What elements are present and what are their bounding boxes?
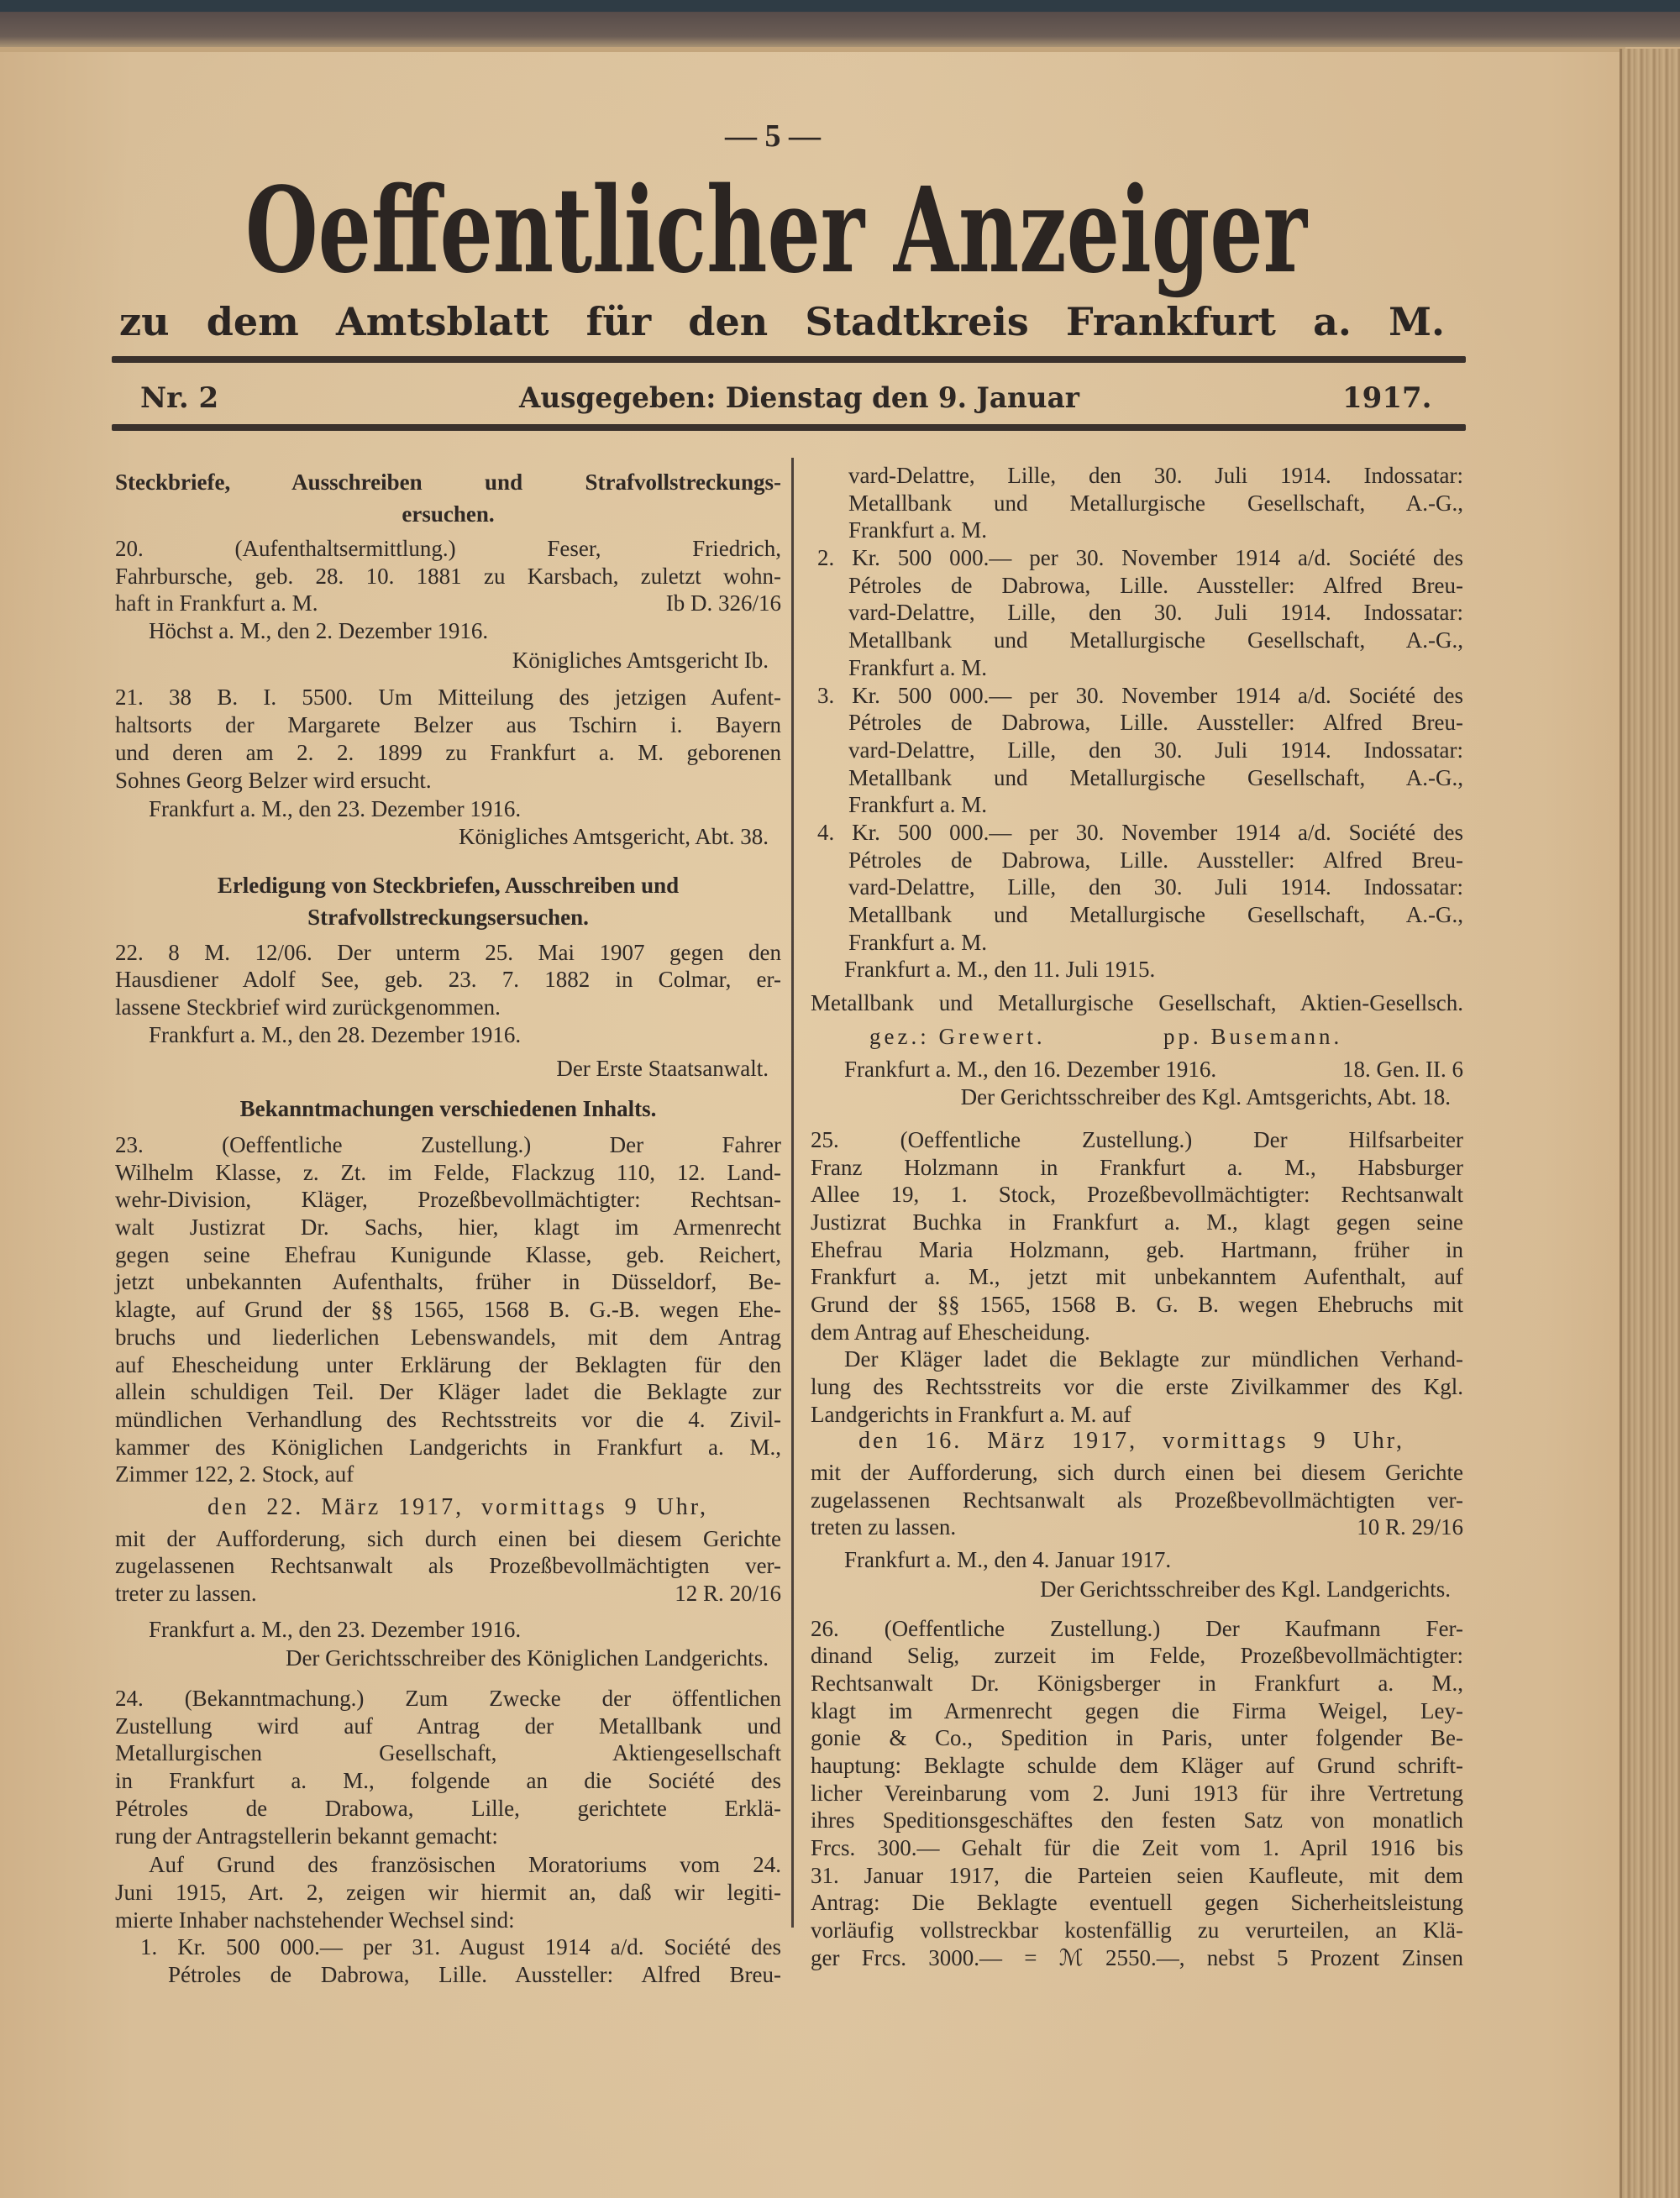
signature-block [811, 1576, 1463, 1603]
signature-block [115, 1645, 781, 1672]
text-line: Zustellung wird auf Antrag der Metallbank und [115, 1713, 781, 1739]
text-line: vard-Delattre, Lille, den 30. Juli 1914. Indossatar: [848, 463, 1463, 488]
text-line: Franz Holzmann in Frankfurt a. M., Habsburger [811, 1154, 1463, 1180]
text-line: Der Erste Staatsanwalt. [556, 1056, 769, 1082]
text-line [811, 1056, 1463, 1083]
masthead-rule-top [112, 356, 1466, 363]
text-line: jetzt unbekannten Aufenthalts, früher in Düsseldorf, Be- [115, 1269, 781, 1295]
section-heading-line: Steckbriefe, Ausschreiben und Strafvollstreckungs- [115, 470, 781, 495]
text-line: Frankfurt a. M., den 23. Dezember 1916. [149, 1616, 522, 1642]
text-line: Höchst a. M., den 2. Dezember 1916. [149, 618, 489, 644]
dateline-block [811, 1546, 1463, 1574]
signature-block [115, 1055, 781, 1083]
text-line: Sohnes Georg Belzer wird ersucht. [115, 767, 432, 793]
text-line: gonie & Co., Spedition in Paris, unter folgender Be- [811, 1725, 1463, 1751]
text-line: Juni 1915, Art. 2, zeigen wir hiermit an, daß wir legiti- [115, 1879, 781, 1905]
signatory-name: pp. Busemann. [1163, 1023, 1343, 1049]
text-line: Fahrbursche, geb. 28. 10. 1881 zu Karsbach, zuletzt wohn- [115, 563, 781, 589]
text-line: Metallbank und Metallurgische Gesellschaft, A.-G., [848, 902, 1463, 927]
paragraph-block [115, 1685, 781, 1849]
reference-number: 18. Gen. II. 6 [1342, 1057, 1463, 1083]
text-line: gegen seine Ehefrau Kunigunde Klasse, geb. Reichert, [115, 1241, 781, 1267]
paragraph-block [115, 1525, 781, 1608]
reference-number: Ib D. 326/16 [665, 590, 781, 616]
appointment-block [811, 1428, 1463, 1456]
text-line: in Frankfurt a. M., folgende an die Société des [115, 1768, 781, 1794]
text-line: den 16. März 1917, vormittags 9 Uhr, [858, 1428, 1404, 1455]
text-line: 1. Kr. 500 000.— per 31. August 1914 a/d. Société des [140, 1934, 781, 1960]
line-text: Frankfurt a. M., den 16. Dezember 1916. [844, 1057, 1217, 1083]
text-line: mit der Aufforderung, sich durch einen bei diesem Gerichte [115, 1525, 781, 1551]
text-line: lung des Rechtsstreits vor die erste Zivilkammer des Kgl. [811, 1374, 1463, 1399]
issue-number: Nr. 2 [140, 381, 219, 415]
text-line: klagt im Armenrecht gegen die Firma Weigel, Ley- [811, 1697, 1463, 1723]
left-column [115, 466, 781, 1989]
text-line: 24. (Bekanntmachung.) Zum Zwecke der öffentlichen [115, 1686, 781, 1712]
text-line: Ehefrau Maria Holzmann, geb. Hartmann, früher in [811, 1236, 1463, 1262]
text-line: Metallbank und Metallurgische Gesellschaft, A.-G., [848, 627, 1463, 653]
text-line: walt Justizrat Dr. Sachs, hier, klagt im Armenrecht [115, 1214, 781, 1241]
text-line: 21. 38 B. I. 5500. Um Mitteilung des jetzigen Aufent- [115, 685, 781, 711]
dateline-block [115, 617, 781, 645]
paragraph-block [115, 1131, 781, 1488]
text-line: Antrag: Die Beklagte eventuell gegen Sicherheitsleistung [811, 1890, 1463, 1916]
dateline-block [115, 795, 781, 823]
text-line: haltsorts der Margarete Belzer aus Tschirn i. Bayern [115, 712, 781, 738]
text-line: Der Gerichtsschreiber des Königlichen Landgerichts. [285, 1645, 769, 1671]
text-line: Rechtsanwalt Dr. Königsberger in Frankfurt a. M., [811, 1670, 1463, 1696]
text-line: Frankfurt a. M. [848, 792, 987, 818]
text-line: rung der Antragstellerin bekannt gemacht: [115, 1823, 498, 1849]
paragraph-block [811, 1615, 1463, 1972]
signatory-name: gez.: Grewert. [869, 1023, 1046, 1049]
text-line: lassene Steckbrief wird zurückgenommen. [115, 994, 501, 1020]
book-cover-edge [0, 0, 1680, 12]
text-line: Landgerichts in Frankfurt a. M. auf [811, 1401, 1131, 1427]
line-text: haft in Frankfurt a. M. [115, 590, 318, 616]
heading-block [115, 869, 781, 933]
newspaper-title-text: Oeffentlicher Anzeiger [245, 162, 1307, 300]
text-line: mit der Aufforderung, sich durch einen bei diesem Gerichte [811, 1460, 1463, 1486]
reference-number: 10 R. 29/16 [1357, 1514, 1463, 1540]
signature-block [115, 823, 781, 851]
text-line: 2. Kr. 500 000.— per 30. November 1914 a/d. Société des [817, 545, 1463, 571]
text-line: Pétroles de Dabrowa, Lille. Aussteller: Alfred Breu- [848, 710, 1463, 736]
paragraph-block [811, 1459, 1463, 1541]
text-line: 26. (Oeffentliche Zustellung.) Der Kaufmann Fer- [811, 1615, 1463, 1641]
text-line: Pétroles de Drabowa, Lille, gerichtete Erklä- [115, 1795, 781, 1821]
text-line [811, 1513, 1463, 1541]
list-item-block [811, 682, 1463, 819]
text-line: Frankfurt a. M. [848, 929, 987, 955]
text-line: mündlichen Verhandlung des Rechtsstreits vor die 4. Zivil- [115, 1406, 781, 1432]
text-line: Hausdiener Adolf See, geb. 23. 7. 1882 in Colmar, er- [115, 967, 781, 993]
dateline-block [115, 1021, 781, 1049]
text-line: wehr-Division, Kläger, Prozeßbevollmächtigter: Rechtsan- [115, 1187, 781, 1213]
text-line: Metallbank und Metallurgische Gesellschaft, A.-G., [848, 764, 1463, 790]
list-item-block [115, 1933, 781, 1988]
text-line: 23. (Oeffentliche Zustellung.) Der Fahrer [115, 1132, 781, 1157]
dateline-block [115, 1616, 781, 1644]
indented-paragraph-block [811, 1346, 1463, 1428]
reference-number: 12 R. 20/16 [675, 1581, 781, 1606]
text-line: den 22. März 1917, vormittags 9 Uhr, [207, 1493, 708, 1520]
text-line: klagte, auf Grund der §§ 1565, 1568 B. G.-B. wegen Ehe- [115, 1297, 781, 1323]
issue-year: 1917. [1342, 381, 1432, 415]
text-line: ger Frcs. 3000.— = ℳ 2550.—, nebst 5 Prozent Zinsen [811, 1944, 1463, 1970]
text-line: dem Antrag auf Ehescheidung. [811, 1319, 1090, 1345]
signature-block [115, 647, 781, 674]
signatories-line [811, 1023, 1463, 1051]
text-line: Frcs. 300.— Gehalt für die Zeit vom 1. April 1916 bis [811, 1835, 1463, 1860]
newspaper-subtitle: zu dem Amtsblatt für den Stadtkreis Frankfurt a. M. [119, 299, 1445, 344]
text-line: allein schuldigen Teil. Der Kläger ladet die Beklagte zur [115, 1379, 781, 1405]
text-line: Frankfurt a. M. [848, 654, 987, 680]
dateline-block [811, 956, 1463, 984]
section-heading-line: Strafvollstreckungsersuchen. [307, 904, 589, 930]
masthead-rule-bottom [112, 424, 1466, 431]
text-line: Königliches Amtsgericht, Abt. 38. [459, 823, 769, 849]
text-line: bruchs und liederlichen Lebenswandels, mit dem Antrag [115, 1324, 781, 1350]
text-line: Zimmer 122, 2. Stock, auf [115, 1461, 354, 1487]
section-heading-line: Bekanntmachungen verschiedenen Inhalts. [239, 1096, 657, 1121]
heading-block [115, 1093, 781, 1125]
stacked-page-edges [1620, 49, 1680, 2198]
newspaper-title [245, 162, 1307, 300]
text-line: Justizrat Buchka in Frankfurt a. M., klagt gegen seine [811, 1209, 1463, 1235]
text-line: hauptung: Beklagte schulde dem Kläger auf Grund schrift- [811, 1752, 1463, 1778]
signatories-block [811, 1023, 1463, 1051]
right-column [811, 462, 1463, 1971]
text-line: 3. Kr. 500 000.— per 30. November 1914 a/d. Société des [817, 682, 1463, 708]
dateline-block [811, 1056, 1463, 1083]
text-line: dinand Selig, zurzeit im Felde, Prozeßbevollmächtigter: [811, 1643, 1463, 1669]
text-line: 22. 8 M. 12/06. Der unterm 25. Mai 1907 gegen den [115, 939, 781, 965]
text-line: und deren am 2. 2. 1899 zu Frankfurt a. M. geborenen [115, 739, 781, 765]
section-heading-line: Erledigung von Steckbriefen, Ausschreiben und [217, 872, 680, 898]
text-line: Der Kläger ladet die Beklagte zur mündlichen Verhand- [844, 1346, 1463, 1372]
text-line: Wilhelm Klasse, z. Zt. im Felde, Flackzug 110, 12. Land- [115, 1159, 781, 1185]
text-line: Der Gerichtsschreiber des Kgl. Landgerichts. [1040, 1576, 1451, 1602]
paragraph-block [115, 684, 781, 794]
indented-paragraph-block [115, 1851, 781, 1933]
text-line: Pétroles de Dabrowa, Lille. Aussteller: Alfred Breu- [848, 847, 1463, 873]
text-line: vard-Delattre, Lille, den 30. Juli 1914. Indossatar: [848, 600, 1463, 626]
text-line: Metallbank und Metallurgische Gesellschaft, Aktien-Gesellsch. [811, 990, 1463, 1016]
paragraph-block [115, 939, 781, 1021]
section-heading-line: ersuchen. [402, 501, 495, 527]
text-line: 4. Kr. 500 000.— per 30. November 1914 a/d. Société des [817, 819, 1463, 845]
column-divider [791, 458, 794, 1928]
list-item-continuation-block [811, 462, 1463, 544]
page-number: — 5 — [725, 118, 821, 154]
text-line: Frankfurt a. M., jetzt mit unbekanntem Aufenthalt, auf [811, 1264, 1463, 1290]
list-item-block [811, 819, 1463, 956]
text-line: 25. (Oeffentliche Zustellung.) Der Hilfsarbeiter [811, 1126, 1463, 1152]
paragraph-block [115, 535, 781, 617]
issue-date [519, 380, 1079, 417]
text-line [115, 1580, 781, 1608]
text-line: 20. (Aufenthaltsermittlung.) Feser, Friedrich, [115, 536, 781, 561]
closing-line-block [811, 989, 1463, 1017]
text-line: zugelassenen Rechtsanwalt als Prozeßbevollmächtigten ver- [811, 1487, 1463, 1513]
text-line: Frankfurt a. M., den 23. Dezember 1916. [149, 796, 522, 822]
text-line: Frankfurt a. M., den 28. Dezember 1916. [149, 1021, 522, 1047]
text-line: zugelassenen Rechtsanwalt als Prozeßbevollmächtigten ver- [115, 1553, 781, 1579]
signature-block [811, 1083, 1463, 1111]
appointment-block [115, 1494, 781, 1522]
line-text: treter zu lassen. [115, 1581, 257, 1606]
text-line: Der Gerichtsschreiber des Kgl. Amtsgerichts, Abt. 18. [960, 1084, 1451, 1110]
text-line: vorläufig vollstreckbar kostenfällig zu verurteilen, an Klä- [811, 1917, 1463, 1944]
text-line: Auf Grund des französischen Moratoriums vom 24. [149, 1852, 781, 1878]
text-line: licher Vereinbarung vom 2. Juni 1913 für ihre Vertretung [811, 1780, 1463, 1806]
text-line: 31. Januar 1917, die Parteien seien Kaufleute, mit dem [811, 1862, 1463, 1888]
text-line: Metallbank und Metallurgische Gesellschaft, A.-G., [848, 490, 1463, 516]
text-line: auf Ehescheidung unter Erklärung der Beklagten für den [115, 1351, 781, 1377]
paragraph-block [811, 1126, 1463, 1346]
text-line: Königliches Amtsgericht Ib. [512, 647, 769, 673]
text-line [115, 590, 781, 617]
text-line: kammer des Königlichen Landgerichts in Frankfurt a. M., [115, 1434, 781, 1460]
text-line: ihres Speditionsgeschäftes den festen Satz von monatlich [811, 1807, 1463, 1833]
issue-date-text: Ausgegeben: Dienstag den 9. Januar [519, 381, 1079, 415]
heading-block [115, 466, 781, 530]
text-line: Grund der §§ 1565, 1568 B. G. B. wegen Ehebruchs mit [811, 1291, 1463, 1317]
text-line: Pétroles de Dabrowa, Lille. Aussteller: Alfred Breu- [848, 572, 1463, 598]
text-line: Frankfurt a. M., den 11. Juli 1915. [844, 957, 1156, 983]
text-line: mierte Inhaber nachstehender Wechsel sind: [115, 1907, 515, 1933]
text-line: vard-Delattre, Lille, den 30. Juli 1914. Indossatar: [848, 737, 1463, 763]
book-binding-edge [0, 12, 1680, 47]
text-line: Pétroles de Dabrowa, Lille. Aussteller: Alfred Breu- [168, 1961, 781, 1987]
text-line: Allee 19, 1. Stock, Prozeßbevollmächtigter: Rechtsanwalt [811, 1182, 1463, 1208]
text-line: Metallurgischen Gesellschaft, Aktiengesellschaft [115, 1740, 781, 1766]
line-text: treten zu lassen. [811, 1514, 957, 1540]
text-line: Frankfurt a. M. [848, 517, 987, 543]
page-top-edge [0, 47, 1625, 52]
text-line: vard-Delattre, Lille, den 30. Juli 1914. Indossatar: [848, 874, 1463, 900]
text-line: Frankfurt a. M., den 4. Januar 1917. [844, 1547, 1172, 1573]
list-item-block [811, 544, 1463, 681]
